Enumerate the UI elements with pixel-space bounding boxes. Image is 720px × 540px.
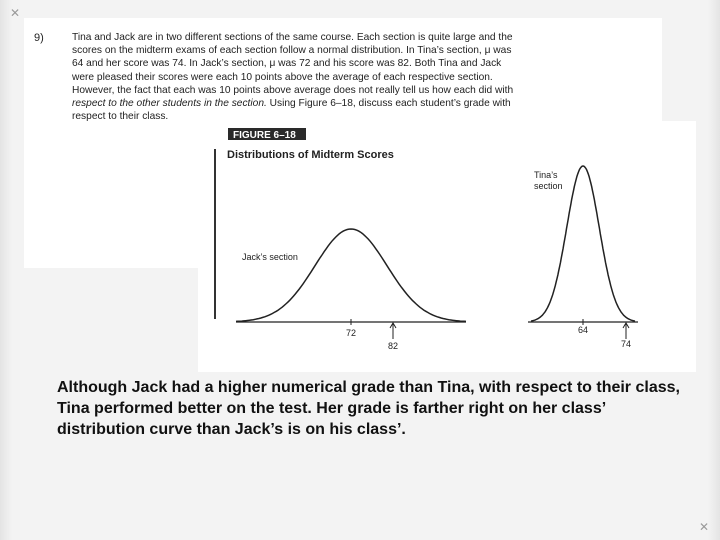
jack-score-label: 82 bbox=[387, 341, 399, 351]
problem-line: were pleased their scores were each 10 points above the average of each respective section. bbox=[72, 71, 493, 83]
figure-title: Distributions of Midterm Scores bbox=[227, 149, 394, 161]
problem-line: scores on the midterm exams of each section follow a normal distribution. In Tina’s section, μ was bbox=[72, 45, 512, 57]
figure-number: FIGURE 6–18 bbox=[233, 130, 296, 141]
jack-distribution-curve bbox=[236, 229, 466, 321]
problem-line bbox=[72, 97, 602, 110]
tina-section-label-line2: section bbox=[534, 181, 563, 191]
right-edge-decoration bbox=[708, 0, 720, 540]
problem-line: However, the fact that each was 10 points above average does not really tell us how each did with bbox=[72, 84, 514, 96]
jack-section-label: Jack’s section bbox=[242, 252, 298, 262]
problem-line: respect to their class. bbox=[72, 111, 169, 123]
problem-line: Tina and Jack are in two different sections of the same course. Each section is quite large and the bbox=[72, 32, 513, 43]
left-edge-decoration bbox=[0, 0, 12, 540]
corner-mark-bottom-right: ✕ bbox=[698, 520, 710, 534]
tina-mean-label: 64 bbox=[577, 325, 589, 335]
tina-score-arrow bbox=[623, 323, 629, 339]
problem-text bbox=[72, 31, 602, 123]
problem-line-rest: Using Figure 6–18, discuss each student’s grade with bbox=[266, 98, 511, 110]
problem-number: 9) bbox=[34, 32, 44, 44]
corner-mark-top-left: ✕ bbox=[10, 6, 22, 20]
jack-score-arrow bbox=[390, 323, 396, 339]
jack-mean-label: 72 bbox=[345, 328, 357, 338]
tina-score-label: 74 bbox=[620, 339, 632, 349]
answer-text: Although Jack had a higher numerical grade than Tina, with respect to their class, Tina performed better on the test. Her grade is farther right on her class’ distribution curve than Jack’s is on his class’. bbox=[57, 379, 680, 438]
figure-scan bbox=[198, 121, 696, 372]
problem-line: 64 and her score was 74. In Jack’s section, μ was 72 and his score was 82. Both Tina and Jack bbox=[72, 58, 502, 70]
tina-section-label-line1: Tina’s bbox=[534, 170, 558, 180]
problem-line-italic: respect to the other students in the section. bbox=[72, 98, 267, 110]
distribution-figure bbox=[198, 121, 696, 372]
